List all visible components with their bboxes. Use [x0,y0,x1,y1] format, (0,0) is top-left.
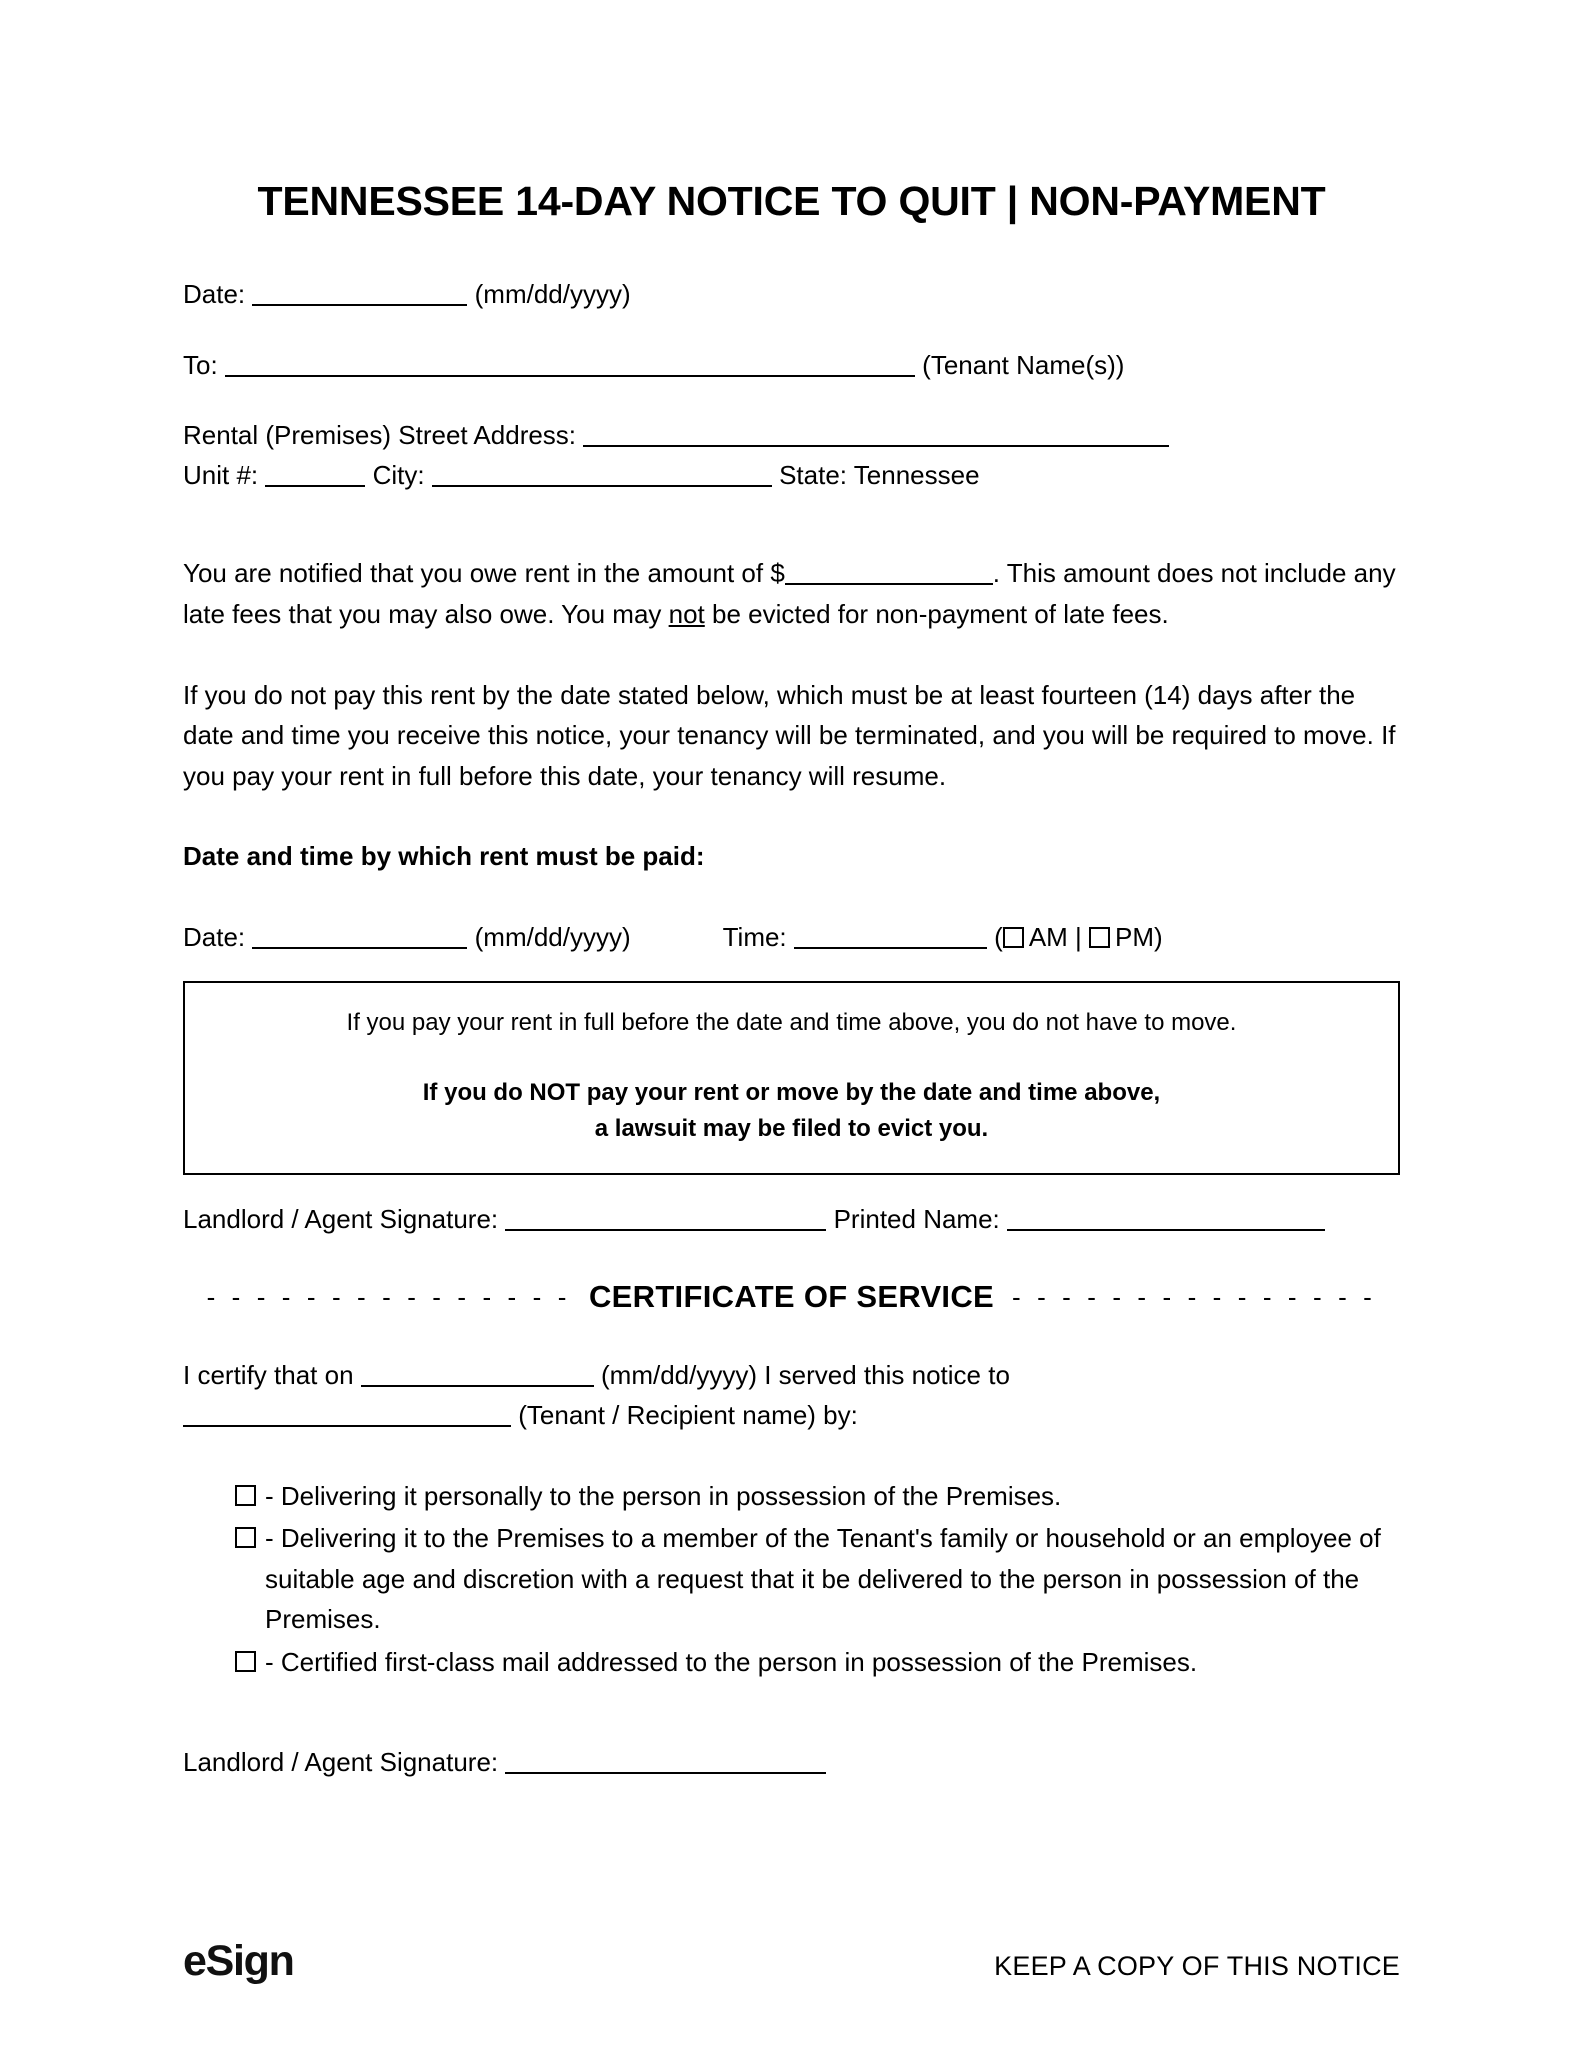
certificate-of-service-header [183,1279,1400,1315]
landlord-signature-label: Landlord / Agent Signature: [183,1203,499,1234]
service-method-list [235,1476,1400,1683]
city-label: City: [372,460,425,491]
esign-logo: eSign [183,1937,294,1985]
to-label: To: [183,349,218,380]
city-input-line[interactable] [432,460,772,487]
spacer [183,385,1400,415]
deadline-date-input-line[interactable] [252,922,467,949]
certificate-signature-input-line[interactable] [505,1747,826,1774]
date-label: Date: [183,279,246,310]
spacer [183,877,1400,917]
warning-box [183,981,1400,1175]
service-method-checkbox[interactable] [235,1527,256,1548]
service-method-label: - Delivering it personally to the person in possession of the Premises. [265,1480,1062,1511]
certificate-signature-row [183,1742,1400,1782]
spacer [183,1315,1400,1355]
amount-owed-input-line[interactable] [785,558,993,585]
spacer [183,635,1400,675]
printed-name-input-line[interactable] [1007,1204,1325,1231]
deadline-date-time-row [183,917,1400,957]
ampm-open-paren: ( [994,921,1003,952]
termination-paragraph: If you do not pay this rent by the date stated below, which must be at least fourteen (14) days after the date and time you receive this notice, your tenancy will be terminated, and you will be required to move. If you pay your rent in full before this date, your tenancy will resume. [183,679,1396,791]
certify-recipient-row [183,1395,1400,1435]
deadline-time-label: Time: [722,921,787,952]
certify-date-input-line[interactable] [361,1360,594,1387]
state-label: State: Tennessee [779,460,980,491]
page-footer [183,1937,1400,1986]
ampm-separator: | [1075,921,1082,952]
certify-recipient-input-line[interactable] [183,1400,511,1427]
ampm-close-paren: ) [1154,921,1163,952]
warning-lawsuit-text-line1: If you do NOT pay your rent or move by the date and time above, [422,1078,1161,1106]
amount-owed-text-3: be evicted for non-payment of late fees. [704,599,1169,630]
tenant-name-row [183,345,1400,385]
am-checkbox[interactable] [1003,927,1024,948]
spacer [183,1239,1400,1279]
service-method-label: - Certified first-class mail addressed to the person in possession of the Premises. [265,1646,1198,1677]
certify-date-format-hint: (mm/dd/yyyy) I served this notice to [601,1360,1010,1391]
certify-prefix-label: I certify that on [183,1360,354,1391]
tenant-name-input-line[interactable] [225,350,915,377]
spacer [183,315,1400,345]
date-field-row [183,274,1400,314]
spacer [183,1175,1400,1199]
amount-owed-paragraph [183,553,1400,634]
street-address-row [183,415,1400,455]
tenant-name-hint: (Tenant Name(s)) [922,349,1125,380]
date-input-line[interactable] [252,279,467,306]
keep-copy-notice: KEEP A COPY OF THIS NOTICE [994,1951,1400,1981]
date-format-hint: (mm/dd/yyyy) [474,279,631,310]
warning-pay-in-full-text: If you pay your rent in full before the date and time above, you do not have to move. [346,1008,1237,1036]
am-label: AM [1028,921,1068,952]
spacer [183,1684,1400,1742]
amount-owed-text-1: You are notified that you owe rent in the amount of $ [183,558,785,589]
list-item[interactable] [235,1642,1400,1683]
page-title: TENNESSEE 14-DAY NOTICE TO QUIT | NON-PAYMENT [257,178,1326,224]
deadline-date-format-hint: (mm/dd/yyyy) [474,921,631,952]
amount-owed-text-2: . This amount does not include any late fees that you may also owe. You may [183,558,1396,630]
spacer [183,495,1400,553]
pm-checkbox[interactable] [1089,927,1110,948]
deadline-time-input-line[interactable] [794,922,987,949]
spacer [183,228,1400,274]
unit-city-state-row [183,455,1400,495]
landlord-signature-input-line[interactable] [505,1204,826,1231]
service-method-label: - Delivering it to the Premises to a member of the Tenant's family or household or an employee of suitable age and discretion with a request that it be delivered to the person in possession of the Premises. [265,1523,1381,1635]
street-address-input-line[interactable] [583,420,1169,447]
unit-input-line[interactable] [265,460,365,487]
certificate-of-service-title: CERTIFICATE OF SERVICE [588,1279,995,1315]
list-item[interactable] [235,1518,1400,1640]
deadline-date-label: Date: [183,921,246,952]
printed-name-label: Printed Name: [833,1203,1000,1234]
street-address-label: Rental (Premises) Street Address: [183,419,577,450]
certify-date-row [183,1355,1400,1395]
certificate-signature-label: Landlord / Agent Signature: [183,1747,499,1778]
unit-label: Unit #: [183,460,259,491]
landlord-signature-row [183,1199,1400,1239]
warning-lawsuit-text-line2: a lawsuit may be filed to evict you. [594,1114,989,1142]
spacer [183,796,1400,836]
certify-recipient-hint: (Tenant / Recipient name) by: [518,1400,858,1431]
pm-label: PM [1115,921,1155,952]
deadline-heading: Date and time by which rent must be paid: [183,841,705,872]
spacer [183,1436,1400,1476]
spacer [183,957,1400,981]
list-item[interactable] [235,1476,1400,1517]
dashes-left: - - - - - - - - - - - - - - - [206,1282,571,1313]
dashes-right: - - - - - - - - - - - - - - - [1012,1282,1377,1313]
service-method-checkbox[interactable] [235,1485,256,1506]
service-method-checkbox[interactable] [235,1651,256,1672]
not-emphasis: not [668,599,705,630]
